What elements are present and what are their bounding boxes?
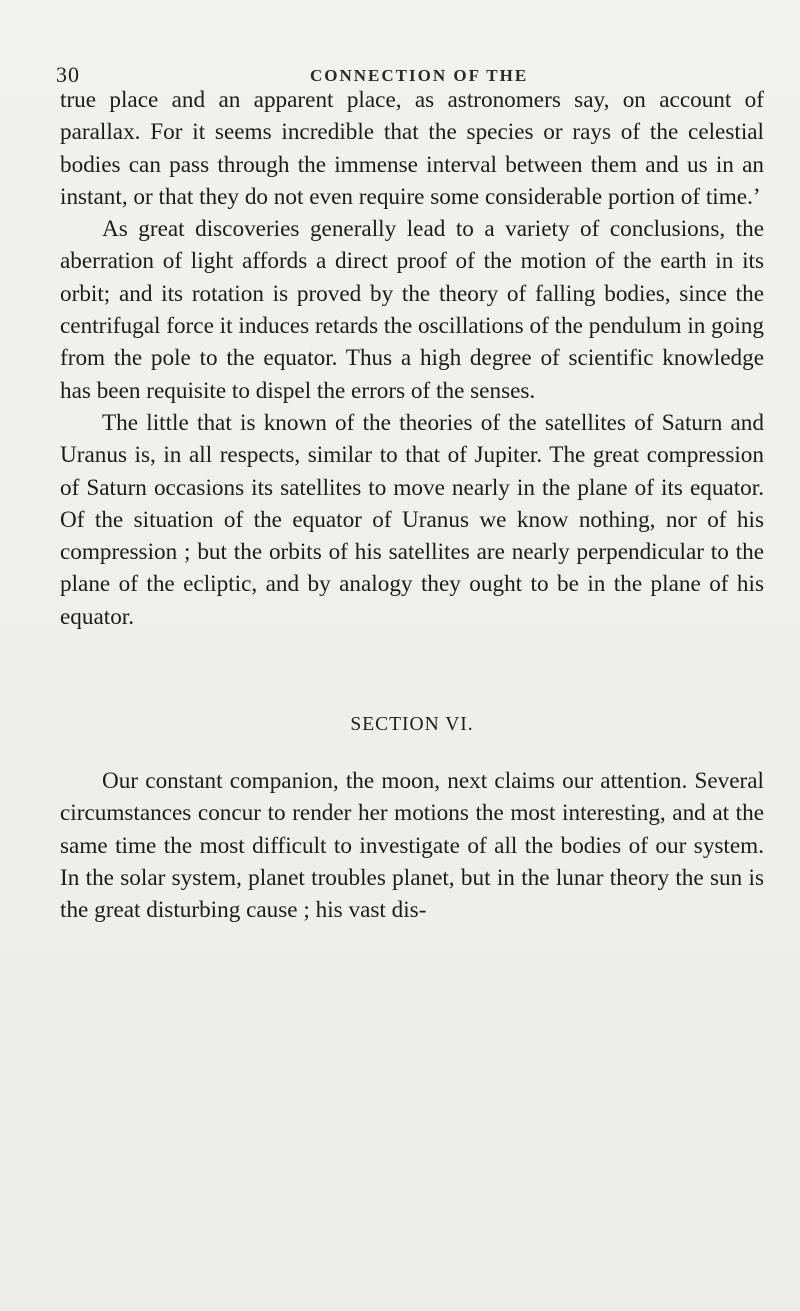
section-heading: SECTION VI.: [350, 714, 474, 736]
page-number: 30: [56, 62, 80, 87]
paragraph-aberration: As great discoveries generally lead to a variety of conclusions, the aberration of light affords a direct proof of the motion of the earth in its orbit; and its rotation is proved by the theory of falling bodies, since the centrifugal force it induces retards the oscillations of the pendulum in going from the pole to the equator. Thus a high degree of scientific knowledge has been requisite to dispel the errors of the senses.: [60, 216, 764, 404]
paragraph-moon: Our constant companion, the moon, next claims our attention. Several circumstances concur to render her motions the most interesting, and at the same time the most difficult to investigate of all the bodies of our system. In the solar system, planet troubles planet, but in the lunar theory the sun is the great disturbing cause ; his vast dis-: [60, 768, 764, 924]
paragraph-satellites: The little that is known of the theories of the satellites of Saturn and Uranus is, in all respects, similar to that of Jupiter. The great compression of Saturn occasions its satellites to move nearly in the plane of its equator. Of the situation of the equator of Uranus we know nothing, nor of his compression ; but the orbits of his satellites are nearly perpendicular to the plane of the ecliptic, and by analogy they ought to be in the plane of his equator.: [60, 409, 764, 630]
body-text: [60, 84, 764, 927]
running-head: CONNECTION OF THE: [310, 66, 529, 85]
paragraph-parallax: true place and an apparent place, as astronomers say, on account of parallax. For it seems incredible that the species or rays of the celestial bodies can pass through the immense interval between them and us in an instant, or that they do not even require some considerable portion of time.’: [60, 87, 764, 210]
